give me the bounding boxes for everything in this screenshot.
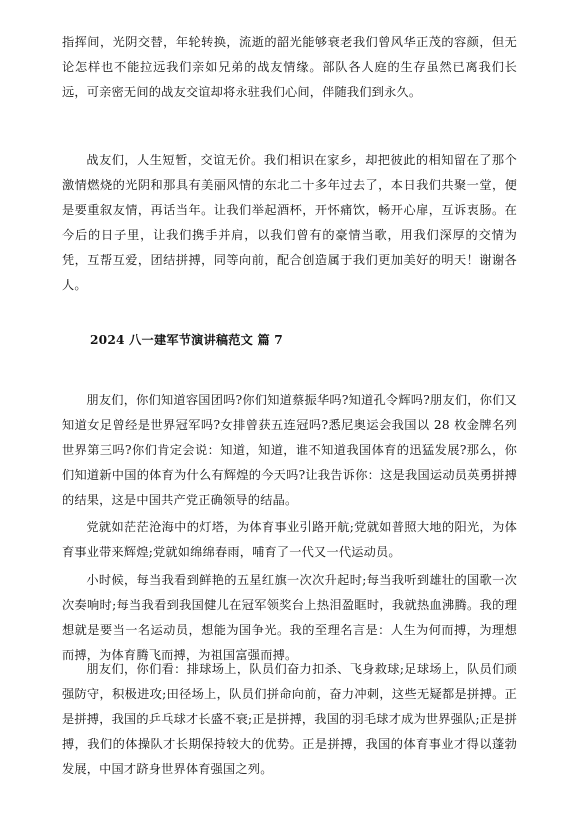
paragraph-friends-sports: 朋友们，你们知道容国团吗?你们知道蔡振华吗?知道孔令辉吗?朋友们，你们又知道女足曾经是世界冠军吗?女排曾获五连冠吗?悉尼奥运会我国以 28 枚金牌名列世界第三吗?你们肯定会说：知道，知道，谁不知道我国体育的迅猛发展?那么，你们知道新中国的体育为什么有辉煌的今天吗?让我告诉你：这是我国运动员英勇拼搏的结果，这是中国共产党正确领导的结晶。 [62,393,517,507]
paragraph-comrades: 战友们，人生短暂，交谊无价。我们相识在家乡，却把彼此的相知留在了那个激情燃烧的光阴和那具有美丽风情的东北二十多年过去了，本日我们共聚一堂，便是要重叙友情，再话当年。让我们举起酒杯，开怀痛饮，畅开心扉，互诉衷肠。在今后的日子里，让我们携手并肩，以我们曾有的豪情当歌，用我们深厚的交情为凭，互帮互爱，团结拼搏，同等向前，配合创造属于我们更加美好的明天！谢谢各人。 [62,153,517,292]
paragraph-childhood-dream: 小时候，每当我看到鲜艳的五星红旗一次次升起时;每当我听到雄壮的国歌一次次奏响时;每当我看到我国健儿在冠军领奖台上热泪盈眶时，我就热血沸腾。我的理想就是要当一名运动员，想能为国争光。我的至理名言是：人生为何而搏，为理想而搏，为体育腾飞而搏，为祖国富强而搏。 [62,573,517,662]
section-heading: 2024 八一建军节演讲稿范文 篇 7 [90,333,283,347]
paragraph-farewell-continued: 指挥间，光阴交替，年轮转换，流逝的韶光能够衰老我们曾风华正茂的容颜，但无论怎样也不能拉远我们亲如兄弟的战友情缘。部队各人庭的生存虽然已离我们长远，可亲密无间的战友交谊却将永驻我们心间，伴随我们到永久。 [62,35,517,99]
paragraph-striving: 朋友们，你们看：排球场上，队员们奋力扣杀、飞身救球;足球场上，队员们顽强防守，积极进攻;田径场上，队员们拼命向前，奋力冲刺，这些无疑都是拼搏。正是拼搏，我国的乒乓球才长盛不衰;正是拼搏，我国的羽毛球才成为世界强队;正是拼搏，我们的体操队才长期保持较大的优势。正是拼搏，我国的体育事业才得以蓬勃发展，中国才跻身世界体育强国之列。 [62,662,517,776]
paragraph-party-lighthouse: 党就如茫茫沧海中的灯塔，为体育事业引路开航;党就如普照大地的阳光，为体育事业带来辉煌;党就如绵绵春雨，哺育了一代又一代运动员。 [62,520,517,559]
